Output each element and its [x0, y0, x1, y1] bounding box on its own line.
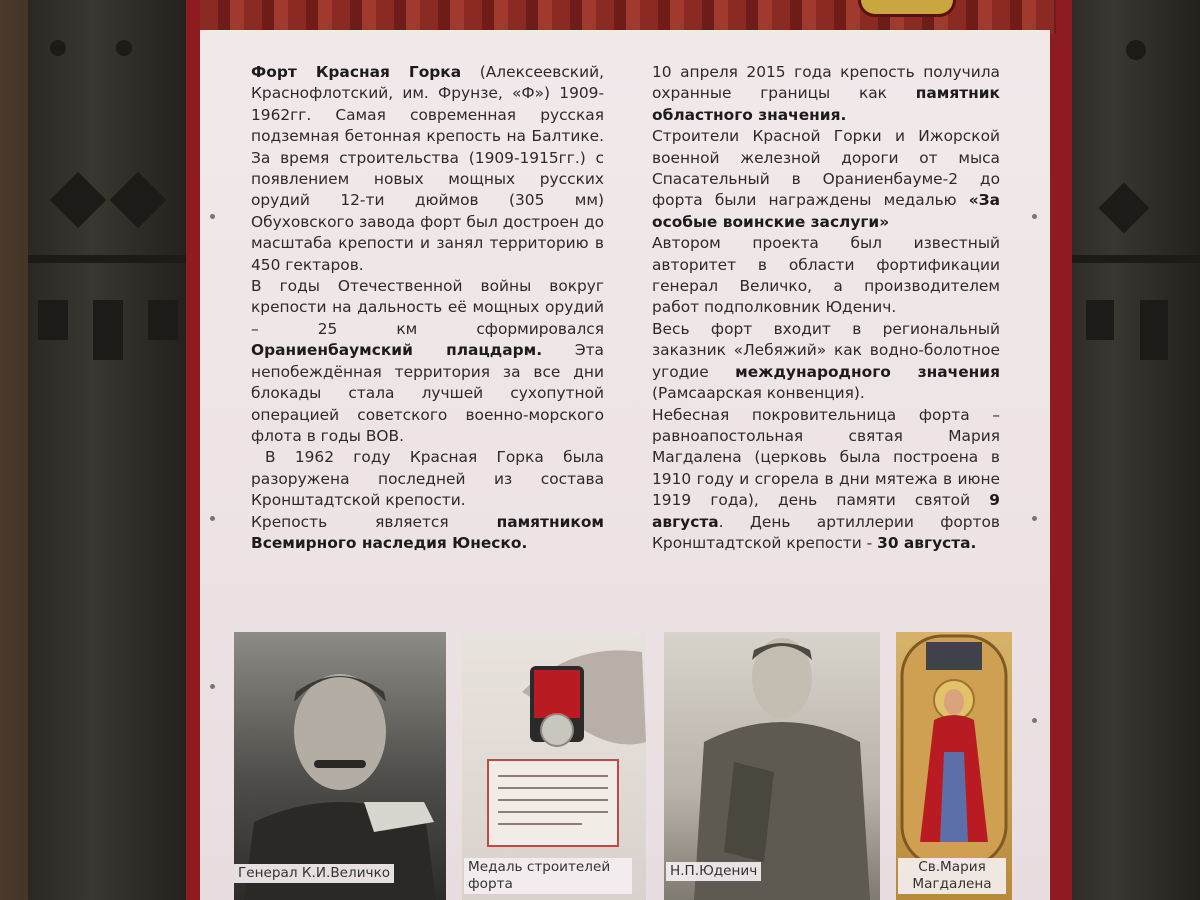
- screw: [1032, 718, 1037, 723]
- photo-yudenich: [664, 632, 880, 900]
- photo-caption: Н.П.Юденич: [666, 862, 761, 881]
- screw: [210, 516, 215, 521]
- paragraph: В 1962 году Красная Горка была разоружена последней из состава Кронштадтской крепости.: [251, 448, 604, 510]
- paragraph: Крепость является памятником Всемирного наследия Юнеско.: [251, 512, 604, 552]
- paragraph: Строители Красной Горки и Ижорской военной железной дороги от мыса Спасательный в Ораниенбауме-2 до форта были награждены медалью «За особые воинские заслуги»: [652, 127, 1000, 231]
- right-carved-wooden-post: [1056, 0, 1200, 900]
- paragraph: Автором проекта был известный авторитет в области фортификации генерал Величко, а производителем работ подполковник Юденич.: [652, 234, 1000, 317]
- left-carved-wooden-post: [28, 0, 188, 900]
- screw: [210, 214, 215, 219]
- paragraph: 10 апреля 2015 года крепость получила охранные границы как памятник областного значения.: [652, 63, 1000, 124]
- paragraph: В годы Отечественной войны вокруг крепости на дальность её мощных орудий – 25 км сформировался Ораниенбаумский плацдарм. Эта непобеждённая территория за все дни блокады стала лучшей сухопутной операцией советского военно-морского флота в годы ВОВ.: [251, 277, 604, 445]
- screw: [210, 684, 215, 689]
- photo-caption: Генерал К.И.Величко: [234, 864, 394, 883]
- left-text-column: [251, 62, 604, 554]
- paragraph: Небесная покровительница форта – равноапостольная святая Мария Магдалена (церковь была построена в 1910 году и сгорела в дни мятежа в июне 1919 года), день памяти святой 9 августа. День артиллерии фортов Кронштадтской крепости - 30 августа.: [652, 405, 1000, 552]
- sign-emblem: [858, 0, 956, 17]
- screw: [1032, 214, 1037, 219]
- photo-general-velichko: [234, 632, 446, 900]
- photo-caption: Св.Мария Магдалена: [898, 858, 1006, 894]
- paragraph: Весь форт входит в региональный заказник «Лебяжий» как водно-болотное угодие международного значения (Рамсаарская конвенция).: [652, 319, 1000, 403]
- photo-caption: Медаль строителей форта: [464, 858, 632, 894]
- screw: [1032, 516, 1037, 521]
- right-text-column: [652, 62, 1000, 554]
- paragraph: Форт Красная Горка (Алексеевский, Краснофлотский, им. Фрунзе, «Ф») 1909-1962гг. Самая современная русская подземная бетонная крепость на Балтике. За время строительства (1909-1915гг.) с появлением новых мощных русских орудий 12-ти дюймов (305 мм) Обуховского завода форт был достроен до масштаба крепости и занял территорию в 450 гектаров.: [251, 63, 604, 274]
